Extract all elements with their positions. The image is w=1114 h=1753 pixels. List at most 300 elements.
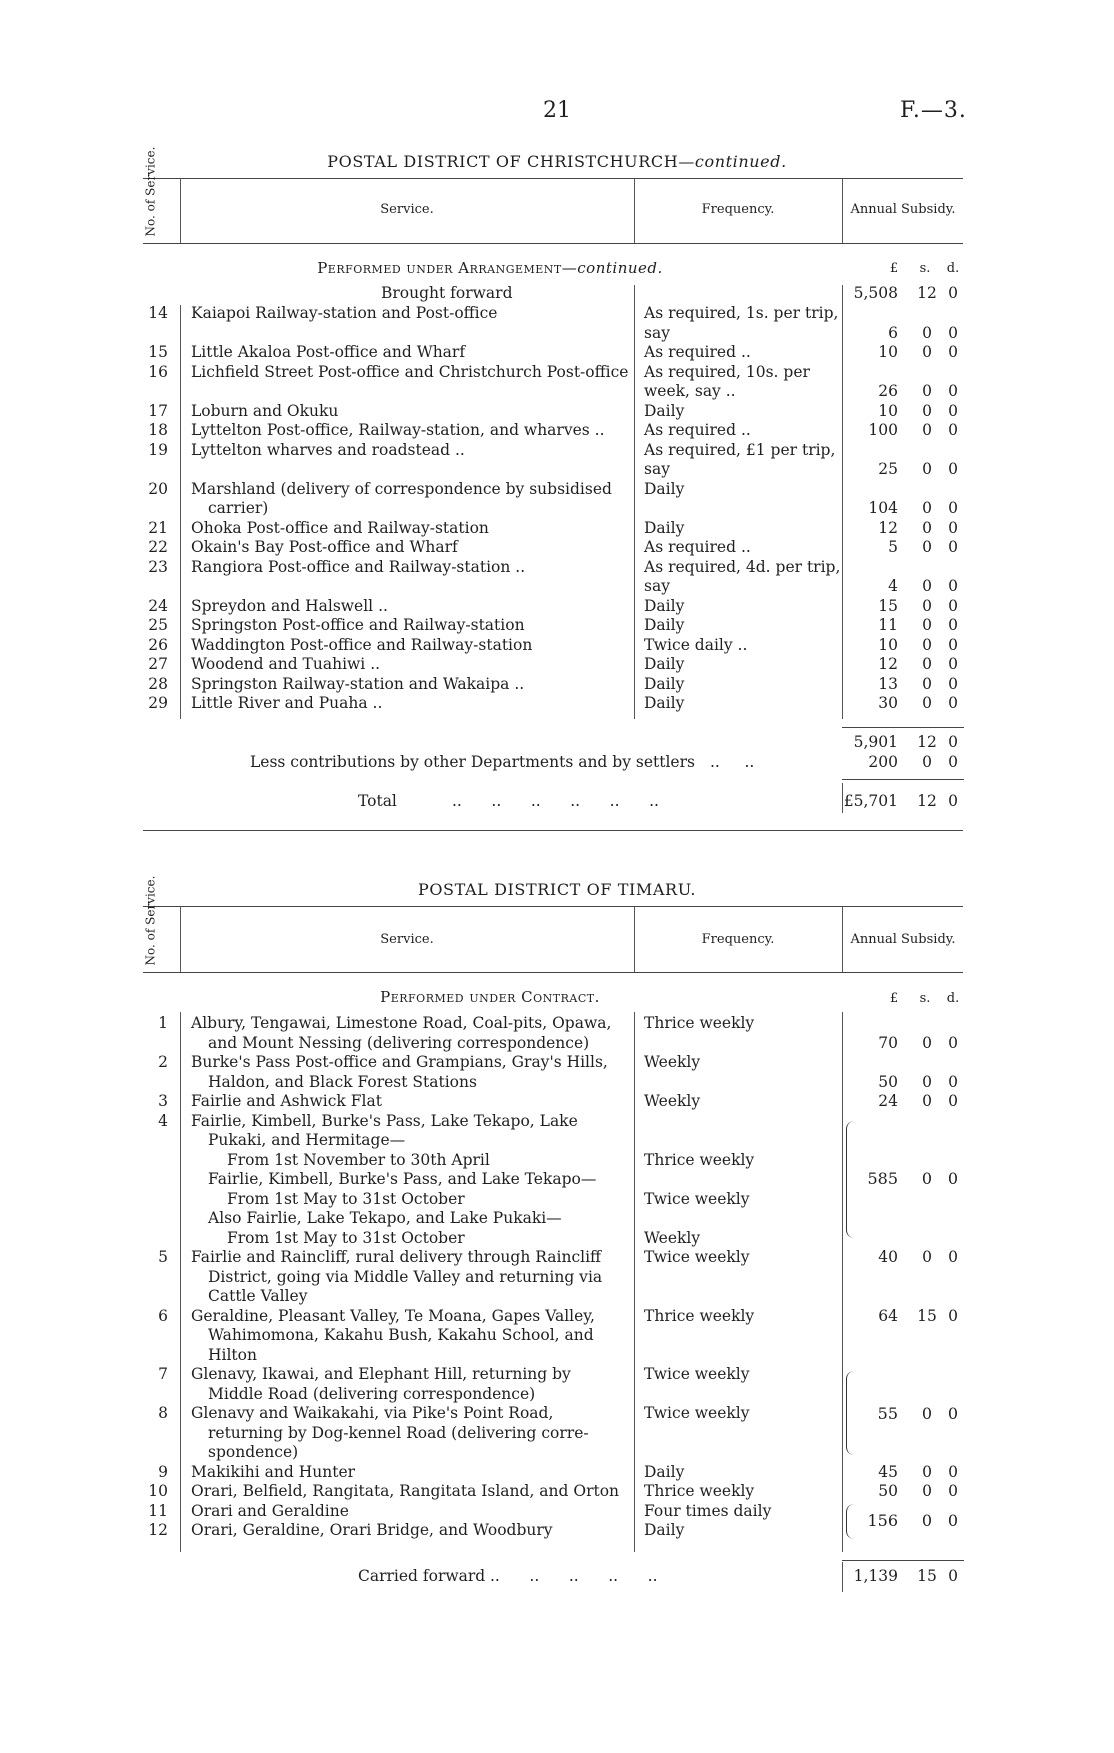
frequency bbox=[644, 519, 830, 539]
table-rule bbox=[143, 243, 963, 244]
frequency-line: As required, 4d. per trip, bbox=[644, 557, 841, 576]
table-row bbox=[0, 304, 1114, 343]
frequency bbox=[644, 402, 830, 422]
subsidy-pence: 0 bbox=[948, 1306, 958, 1325]
column-divider bbox=[842, 1562, 843, 1592]
service-description bbox=[191, 636, 621, 656]
subsidy-shillings: 0 bbox=[922, 1462, 932, 1481]
service-line: Springston Post-office and Railway-station bbox=[191, 616, 525, 634]
service-line: Loburn and Okuku bbox=[191, 401, 339, 420]
frequency bbox=[644, 343, 830, 363]
table-row bbox=[0, 421, 1114, 441]
table-row bbox=[0, 616, 1114, 636]
carried-forward-rule bbox=[842, 1560, 964, 1561]
service-description bbox=[191, 1014, 621, 1053]
subsidy-shillings: 0 bbox=[922, 1033, 932, 1052]
frequency bbox=[644, 1092, 830, 1112]
service-description bbox=[191, 597, 621, 617]
service-number: 28 bbox=[148, 674, 168, 693]
frequency-line: Daily bbox=[644, 596, 685, 615]
subsidy-pounds: 156 bbox=[867, 1511, 898, 1530]
subsidy-pence: 0 bbox=[948, 635, 958, 654]
table-row bbox=[0, 1248, 1114, 1307]
subsidy-pence: 0 bbox=[948, 460, 958, 478]
frequency-line: Weekly bbox=[644, 1053, 701, 1071]
subsidy-pounds: 55 bbox=[877, 1403, 898, 1423]
subsidy-pence: 0 bbox=[948, 616, 958, 634]
service-number: 7 bbox=[158, 1365, 168, 1383]
frequency bbox=[644, 694, 830, 714]
table-row bbox=[0, 694, 1114, 714]
table-row bbox=[0, 519, 1114, 539]
service-number: 22 bbox=[148, 538, 168, 556]
subsidy-pence: 0 bbox=[948, 674, 958, 693]
table-row bbox=[0, 558, 1114, 597]
subsidy-pounds: 12 bbox=[878, 655, 898, 673]
christchurch-subhead: Performed under Arrangement—continued. bbox=[317, 259, 663, 277]
subsidy-pounds: 25 bbox=[878, 460, 898, 478]
subsidy-shillings: 0 bbox=[921, 1511, 933, 1530]
table-row-subpart bbox=[0, 1209, 1114, 1248]
service-number: 21 bbox=[148, 518, 168, 537]
subsidy-pence: 0 bbox=[948, 655, 958, 673]
service-number: 11 bbox=[148, 1501, 168, 1520]
timaru-title: POSTAL DISTRICT OF TIMARU. bbox=[417, 880, 697, 899]
service-description bbox=[191, 362, 629, 383]
service-line: Woodend and Tuahiwi .. bbox=[191, 655, 381, 673]
service-number: 26 bbox=[148, 635, 168, 654]
subsidy-shillings: 0 bbox=[922, 323, 932, 342]
page-number: 21 bbox=[543, 98, 571, 123]
service-line: Springston Railway-station and Wakaipa .. bbox=[191, 674, 525, 693]
pounds-header: £ bbox=[889, 991, 899, 1006]
table-row bbox=[0, 363, 1114, 402]
service-description bbox=[191, 1521, 621, 1541]
frequency bbox=[644, 1463, 830, 1483]
frequency-line: As required, 10s. per bbox=[644, 362, 810, 381]
frequency bbox=[644, 1248, 830, 1268]
service-line: Fairlie and Raincliff, rural delivery through Raincliff bbox=[191, 1248, 602, 1266]
frequency bbox=[644, 1307, 830, 1327]
subsidy-pounds: 64 bbox=[878, 1306, 898, 1325]
column-header-service: Service. bbox=[380, 932, 434, 947]
frequency-line: As required, £1 per trip, bbox=[644, 440, 836, 459]
service-number: 5 bbox=[158, 1248, 168, 1266]
service-description bbox=[191, 1151, 621, 1171]
frequency-line: Weekly bbox=[644, 1228, 701, 1247]
service-description bbox=[191, 1248, 621, 1307]
table-row bbox=[0, 480, 1114, 519]
service-line: Little Akaloa Post-office and Wharf bbox=[191, 343, 466, 361]
subsidy-pounds: 5 bbox=[888, 538, 898, 556]
subsidy-pounds: 6 bbox=[888, 323, 898, 342]
service-line: Lichfield Street Post-office and Christchurch Post-office bbox=[191, 362, 629, 381]
page-reference: F.—3. bbox=[900, 98, 967, 123]
table-bottom-rule bbox=[143, 830, 963, 831]
service-line: Fairlie and Ashwick Flat bbox=[191, 1092, 382, 1110]
frequency bbox=[644, 597, 830, 617]
table-row bbox=[0, 1112, 1114, 1151]
subsidy-pounds: 100 bbox=[868, 421, 898, 439]
subsidy-pounds: 11 bbox=[878, 616, 898, 634]
frequency bbox=[644, 655, 830, 675]
service-description bbox=[191, 1404, 621, 1463]
table-row bbox=[0, 1014, 1114, 1053]
service-number: 2 bbox=[158, 1053, 168, 1071]
table-row bbox=[0, 1463, 1114, 1483]
frequency-line: Daily bbox=[644, 401, 685, 420]
service-description bbox=[191, 343, 621, 363]
frequency-line: Thrice weekly bbox=[644, 1482, 755, 1500]
subsidy-pence: 0 bbox=[948, 596, 958, 615]
service-number: 16 bbox=[148, 362, 168, 381]
frequency bbox=[644, 557, 841, 597]
service-number: 24 bbox=[148, 596, 168, 615]
table-row bbox=[0, 538, 1114, 558]
frequency-line: say bbox=[644, 577, 670, 595]
service-description bbox=[191, 441, 621, 461]
service-description bbox=[191, 1502, 621, 1522]
service-number: 3 bbox=[158, 1092, 168, 1110]
service-line: Marshland (delivery of correspondence by subsidised bbox=[191, 479, 612, 498]
service-description bbox=[191, 1482, 621, 1502]
subsidy-pounds: 10 bbox=[878, 635, 898, 654]
column-header-no: No. of Service. bbox=[143, 875, 158, 966]
table-row bbox=[0, 597, 1114, 617]
frequency-line: Daily bbox=[644, 518, 685, 537]
service-line: Fairlie, Kimbell, Burke's Pass, Lake Tekapo, Lake bbox=[191, 1111, 578, 1130]
subsidy-pounds: 585 bbox=[867, 1169, 898, 1189]
subsidy-pounds: 10 bbox=[878, 401, 898, 420]
pence-header: d. bbox=[946, 991, 960, 1006]
subsidy-shillings: 0 bbox=[922, 401, 932, 420]
subsidy-pence: 0 bbox=[948, 694, 958, 712]
subsidy-pence: 0 bbox=[948, 518, 958, 537]
subsidy-shillings: 0 bbox=[922, 499, 932, 517]
service-number: 19 bbox=[148, 440, 168, 459]
service-line: Glenavy, Ikawai, and Elephant Hill, returning by bbox=[191, 1365, 571, 1383]
frequency bbox=[644, 1053, 830, 1073]
service-line: Kaiapoi Railway-station and Post-office bbox=[191, 304, 498, 322]
subsidy-pounds: 70 bbox=[878, 1033, 898, 1052]
table-row bbox=[0, 655, 1114, 675]
subsidy-shillings: 0 bbox=[922, 1482, 932, 1500]
service-description bbox=[191, 655, 621, 675]
service-line: Also Fairlie, Lake Tekapo, and Lake Pukaki— bbox=[208, 1209, 562, 1227]
subsidy-pence: 0 bbox=[947, 1169, 959, 1189]
subsidy-pounds: 50 bbox=[878, 1482, 898, 1500]
table-rule bbox=[143, 906, 963, 907]
subsidy-pence: 0 bbox=[948, 577, 958, 595]
table-row-subpart bbox=[0, 1151, 1114, 1171]
column-header-frequency: Frequency. bbox=[701, 932, 775, 947]
service-line: Lyttelton Post-office, Railway-station, and wharves .. bbox=[191, 421, 605, 439]
column-header-service: Service. bbox=[380, 202, 434, 217]
service-line: Ohoka Post-office and Railway-station bbox=[191, 518, 489, 537]
service-line: returning by Dog-kennel Road (delivering corre- bbox=[208, 1423, 589, 1442]
service-description bbox=[191, 616, 621, 636]
subsidy-pounds: 10 bbox=[878, 343, 898, 361]
frequency bbox=[644, 616, 830, 636]
subsidy-shillings: 0 bbox=[922, 674, 932, 693]
pounds-header: £ bbox=[889, 261, 899, 276]
subsidy-shillings: 0 bbox=[922, 694, 932, 712]
table-row bbox=[0, 636, 1114, 656]
service-line: District, going via Middle Valley and returning via bbox=[208, 1267, 603, 1286]
service-line: Lyttelton wharves and roadstead .. bbox=[191, 440, 465, 459]
column-header-subsidy: Annual Subsidy. bbox=[850, 932, 956, 947]
subsidy-pence: 0 bbox=[948, 538, 958, 556]
christchurch-rows bbox=[0, 284, 1114, 714]
subsidy-pounds: 4 bbox=[888, 577, 898, 595]
frequency bbox=[644, 480, 830, 500]
subsidy-shillings: 0 bbox=[922, 382, 932, 400]
subsidy-shillings: 0 bbox=[922, 577, 932, 595]
service-description bbox=[191, 558, 621, 578]
subsidy-pence: 0 bbox=[948, 1092, 958, 1110]
subsidy-shillings: 0 bbox=[922, 343, 932, 361]
table-row bbox=[0, 1307, 1114, 1366]
service-number: 18 bbox=[148, 421, 168, 439]
table-row bbox=[0, 1365, 1114, 1404]
subsidy-pence: 0 bbox=[948, 382, 958, 400]
subsidy-pounds: 30 bbox=[878, 694, 898, 712]
subsidy-shillings: 0 bbox=[922, 1072, 932, 1091]
service-description bbox=[191, 421, 621, 441]
service-line: Geraldine, Pleasant Valley, Te Moana, Gapes Valley, bbox=[191, 1306, 595, 1325]
frequency-line: Daily bbox=[644, 479, 685, 498]
frequency-line: Daily bbox=[644, 1462, 685, 1481]
subsidy-shillings: 0 bbox=[922, 460, 932, 478]
frequency bbox=[644, 1014, 830, 1034]
total-rule bbox=[842, 779, 964, 780]
frequency bbox=[644, 440, 836, 480]
frequency bbox=[644, 1151, 830, 1171]
table-row bbox=[0, 1092, 1114, 1112]
shillings-header: s. bbox=[919, 991, 931, 1006]
service-description bbox=[191, 402, 621, 422]
frequency bbox=[644, 538, 830, 558]
subsidy-pence: 0 bbox=[948, 343, 958, 361]
subsidy-pounds: 12 bbox=[878, 518, 898, 537]
frequency bbox=[644, 636, 830, 656]
table-row bbox=[0, 1053, 1114, 1092]
frequency bbox=[644, 1190, 830, 1210]
column-divider bbox=[842, 783, 843, 813]
subsidy-shillings: 15 bbox=[917, 1306, 937, 1325]
service-line: Glenavy and Waikakahi, via Pike's Point Road, bbox=[191, 1404, 554, 1422]
frequency-line: Four times daily bbox=[644, 1501, 772, 1520]
service-number: 29 bbox=[148, 694, 168, 712]
subsidy-pence: 0 bbox=[948, 499, 958, 517]
service-description bbox=[191, 1112, 621, 1151]
service-description bbox=[191, 1053, 621, 1092]
subtotal-rule bbox=[842, 727, 964, 728]
service-number: 10 bbox=[148, 1482, 168, 1500]
frequency bbox=[644, 421, 830, 441]
service-description bbox=[191, 538, 621, 558]
service-description bbox=[191, 694, 621, 714]
subsidy-pounds: 24 bbox=[878, 1092, 898, 1110]
frequency-line: Daily bbox=[644, 1521, 685, 1539]
subsidy-pounds: 15 bbox=[878, 596, 898, 615]
frequency-line: say bbox=[644, 460, 670, 478]
subsidy-shillings: 0 bbox=[922, 1248, 932, 1266]
christchurch-title: POSTAL DISTRICT OF CHRISTCHURCH—continued. bbox=[327, 152, 787, 171]
frequency-line: Thrice weekly bbox=[644, 1150, 755, 1169]
service-description bbox=[191, 1365, 621, 1404]
service-line: Little River and Puaha .. bbox=[191, 694, 383, 712]
subsidy-pence: 0 bbox=[948, 1462, 958, 1481]
service-number: 27 bbox=[148, 655, 168, 673]
subsidy-pounds: 40 bbox=[878, 1248, 898, 1266]
service-number: 14 bbox=[148, 304, 168, 322]
subsidy-pence: 0 bbox=[948, 1033, 958, 1052]
frequency-line: As required, 1s. per trip, bbox=[644, 304, 839, 322]
subsidy-shillings: 0 bbox=[922, 616, 932, 634]
service-number: 15 bbox=[148, 343, 168, 361]
brought-forward-row: Brought forward 5,508 12 0 bbox=[381, 284, 958, 302]
frequency-line: Daily bbox=[644, 674, 685, 693]
column-header-subsidy: Annual Subsidy. bbox=[850, 202, 956, 217]
subsidy-pounds: 50 bbox=[878, 1072, 898, 1091]
service-line: Orari, Geraldine, Orari Bridge, and Woodbury bbox=[191, 1521, 553, 1539]
service-number: 4 bbox=[158, 1111, 168, 1130]
frequency-line: Thrice weekly bbox=[644, 1014, 755, 1032]
subsidy-pence: 0 bbox=[948, 1482, 958, 1500]
service-line: Fairlie, Kimbell, Burke's Pass, and Lake Tekapo— bbox=[208, 1170, 597, 1188]
frequency bbox=[644, 304, 839, 343]
service-description bbox=[191, 519, 621, 539]
service-line: Albury, Tengawai, Limestone Road, Coal-pits, Opawa, bbox=[191, 1014, 612, 1032]
frequency-line: As required .. bbox=[644, 343, 751, 361]
subsidy-shillings: 0 bbox=[922, 538, 932, 556]
service-line: Okain's Bay Post-office and Wharf bbox=[191, 538, 458, 556]
table-row bbox=[0, 1482, 1114, 1502]
subsidy-shillings: 0 bbox=[922, 518, 932, 537]
subsidy-pounds: 104 bbox=[868, 499, 898, 517]
service-description bbox=[191, 1092, 621, 1112]
service-line: Wahimomona, Kakahu Bush, Kakahu School, and bbox=[208, 1326, 594, 1344]
frequency-line: Daily bbox=[644, 694, 685, 712]
subsidy-pounds: 13 bbox=[878, 674, 898, 693]
service-number: 6 bbox=[158, 1306, 168, 1325]
service-description bbox=[191, 1170, 621, 1209]
table-row bbox=[0, 675, 1114, 695]
service-line: Spreydon and Halswell .. bbox=[191, 596, 388, 615]
service-description bbox=[191, 1463, 621, 1483]
subsidy-pence: 0 bbox=[948, 323, 958, 342]
table-row bbox=[0, 343, 1114, 363]
frequency bbox=[644, 363, 830, 402]
service-number: 17 bbox=[148, 401, 168, 420]
service-line: Haldon, and Black Forest Stations bbox=[208, 1072, 477, 1091]
service-line: Waddington Post-office and Railway-station bbox=[191, 635, 533, 654]
subsidy-shillings: 0 bbox=[922, 596, 932, 615]
service-line: Orari, Belfield, Rangitata, Rangitata Island, and Orton bbox=[191, 1482, 620, 1500]
service-description bbox=[191, 675, 621, 695]
subsidy-shillings: 0 bbox=[922, 1092, 932, 1110]
frequency bbox=[644, 1521, 830, 1541]
subsidy-pence: 0 bbox=[948, 1072, 958, 1091]
subsidy-pence: 0 bbox=[948, 401, 958, 420]
frequency bbox=[644, 1229, 830, 1249]
frequency bbox=[644, 1482, 830, 1502]
frequency bbox=[644, 675, 830, 695]
service-number: 25 bbox=[148, 616, 168, 634]
frequency-line: Twice weekly bbox=[644, 1248, 750, 1266]
frequency-line: As required .. bbox=[644, 538, 751, 556]
frequency-line: Daily bbox=[644, 655, 685, 673]
subsidy-pence: 0 bbox=[947, 1511, 959, 1530]
service-line: carrier) bbox=[208, 499, 269, 517]
frequency-line: Daily bbox=[644, 616, 685, 634]
service-description bbox=[191, 1307, 621, 1366]
service-number: 20 bbox=[148, 479, 168, 498]
frequency bbox=[644, 1404, 830, 1424]
subsidy-shillings: 0 bbox=[921, 1169, 933, 1189]
service-number: 12 bbox=[148, 1521, 168, 1539]
service-description bbox=[191, 304, 621, 324]
frequency-line: Twice weekly bbox=[644, 1404, 750, 1422]
service-line: Makikihi and Hunter bbox=[191, 1462, 356, 1481]
table-row bbox=[0, 402, 1114, 422]
frequency-line: As required .. bbox=[644, 421, 751, 439]
frequency bbox=[644, 1502, 830, 1522]
column-header-frequency: Frequency. bbox=[701, 202, 775, 217]
table-row bbox=[0, 441, 1114, 480]
subsidy-shillings: 0 bbox=[922, 655, 932, 673]
frequency-line: Twice weekly bbox=[644, 1189, 750, 1208]
frequency bbox=[644, 1365, 830, 1385]
service-line: From 1st November to 30th April bbox=[227, 1150, 490, 1169]
subsidy-pounds: 26 bbox=[878, 382, 898, 400]
subsidy-pence: 0 bbox=[948, 1248, 958, 1266]
subsidy-shillings: 0 bbox=[921, 1403, 933, 1423]
frequency-line: Weekly bbox=[644, 1092, 701, 1110]
shillings-header: s. bbox=[919, 261, 931, 276]
service-line: Rangiora Post-office and Railway-station .. bbox=[191, 557, 526, 576]
service-line: From 1st May to 31st October bbox=[227, 1189, 465, 1208]
service-line: Cattle Valley bbox=[208, 1287, 308, 1305]
pence-header: d. bbox=[946, 261, 960, 276]
subsidy-pence: 0 bbox=[948, 421, 958, 439]
grouping-brace bbox=[846, 1504, 857, 1539]
service-line: From 1st May to 31st October bbox=[227, 1228, 465, 1247]
service-line: Burke's Pass Post-office and Grampians, Gray's Hills, bbox=[191, 1053, 608, 1071]
subsidy-shillings: 0 bbox=[922, 635, 932, 654]
service-line: Orari and Geraldine bbox=[191, 1501, 349, 1520]
service-line: Pukaki, and Hermitage— bbox=[208, 1131, 406, 1149]
subsidy-pence: 0 bbox=[947, 1403, 959, 1423]
column-header-no: No. of Service. bbox=[143, 146, 158, 237]
service-number: 1 bbox=[158, 1014, 168, 1032]
grouping-brace bbox=[846, 1121, 857, 1239]
frequency-line: week, say .. bbox=[644, 382, 736, 400]
frequency-line: Twice weekly bbox=[644, 1365, 750, 1383]
timaru-subhead: Performed under Contract. bbox=[380, 988, 600, 1006]
grouping-brace bbox=[846, 1371, 857, 1455]
table-rule bbox=[143, 972, 963, 973]
frequency-line: Twice daily .. bbox=[644, 635, 748, 654]
service-line: Hilton bbox=[208, 1345, 257, 1364]
service-line: and Mount Nessing (delivering correspondence) bbox=[208, 1033, 590, 1052]
service-description bbox=[191, 480, 621, 519]
service-number: 9 bbox=[158, 1462, 168, 1481]
service-number: 8 bbox=[158, 1404, 168, 1422]
frequency-line: say bbox=[644, 323, 670, 342]
subsidy-pounds: 45 bbox=[878, 1462, 898, 1481]
